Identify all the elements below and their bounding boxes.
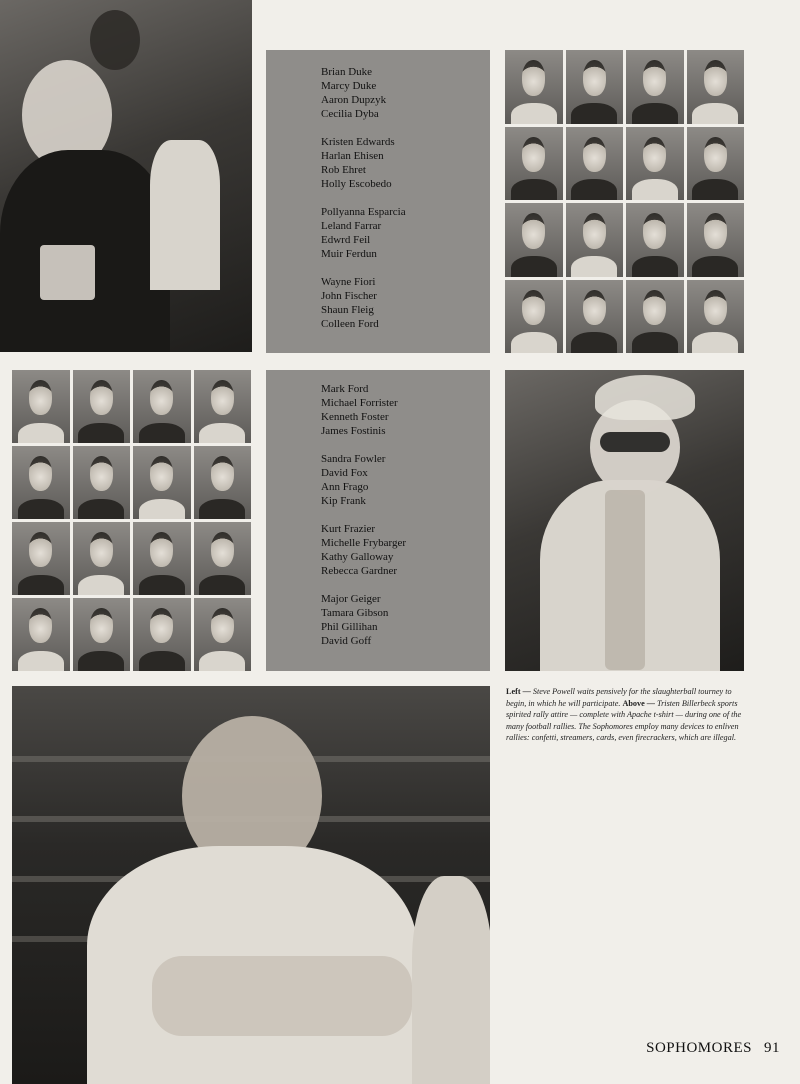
student-name: Muir Ferdun (321, 248, 377, 260)
student-name: Cecilia Dyba (321, 108, 379, 120)
student-portrait (133, 522, 191, 595)
student-portrait (566, 280, 624, 354)
portrait-grid-middle-left (12, 370, 251, 671)
student-name: David Goff (321, 635, 372, 647)
caption-above-label: Above — (622, 698, 655, 708)
student-portrait (566, 203, 624, 277)
photo-rally-attire (505, 370, 744, 671)
student-portrait (626, 203, 684, 277)
name-group (321, 452, 406, 508)
student-name: Sandra Fowler (321, 453, 386, 465)
student-portrait (194, 446, 252, 519)
student-portrait (194, 370, 252, 443)
student-portrait (12, 598, 70, 671)
photo-seated-student (12, 686, 490, 1084)
name-group (321, 275, 406, 331)
student-portrait (73, 522, 131, 595)
student-name: Rob Ehret (321, 164, 366, 176)
student-name: Major Geiger (321, 593, 381, 605)
student-name: Brian Duke (321, 66, 373, 78)
student-portrait (194, 522, 252, 595)
student-portrait (626, 280, 684, 354)
name-group (321, 522, 406, 578)
student-name: Marcy Duke (321, 80, 377, 92)
student-portrait (73, 370, 131, 443)
name-list-bottom (266, 370, 490, 671)
student-name: Harlan Ehisen (321, 150, 384, 162)
student-name: Kenneth Foster (321, 411, 389, 423)
student-portrait (133, 598, 191, 671)
student-name: Holly Escobedo (321, 178, 392, 190)
student-portrait (687, 50, 745, 124)
student-name: Kristen Edwards (321, 136, 395, 148)
student-portrait (73, 446, 131, 519)
student-name: Rebecca Gardner (321, 565, 398, 577)
student-portrait (12, 370, 70, 443)
student-name: Pollyanna Esparcia (321, 206, 406, 218)
student-portrait (626, 50, 684, 124)
page-number: 91 (764, 1040, 780, 1056)
student-portrait (194, 598, 252, 671)
name-group (321, 135, 406, 191)
student-portrait (505, 203, 563, 277)
page-footer (646, 1040, 780, 1057)
name-list-top (266, 50, 490, 353)
name-group (321, 382, 406, 438)
student-portrait (687, 280, 745, 354)
student-name: Kathy Galloway (321, 551, 394, 563)
student-portrait (687, 203, 745, 277)
student-portrait (687, 127, 745, 201)
portrait-grid-top-right (505, 50, 744, 353)
student-portrait (626, 127, 684, 201)
student-portrait (12, 446, 70, 519)
student-portrait (133, 446, 191, 519)
student-portrait (505, 50, 563, 124)
student-name: John Fischer (321, 290, 377, 302)
student-portrait (73, 598, 131, 671)
student-name: Colleen Ford (321, 318, 379, 330)
student-name: Edwrd Feil (321, 234, 371, 246)
student-name: Aaron Dupzyk (321, 94, 387, 106)
student-name: Tamara Gibson (321, 607, 389, 619)
student-name: Ann Frago (321, 481, 369, 493)
student-name: Leland Farrar (321, 220, 382, 232)
student-name: Kip Frank (321, 495, 366, 507)
student-name: Phil Gillihan (321, 621, 378, 633)
student-name: Kurt Frazier (321, 523, 376, 535)
student-portrait (12, 522, 70, 595)
student-name: Michelle Frybarger (321, 537, 407, 549)
name-group (321, 65, 406, 121)
student-portrait (566, 127, 624, 201)
student-name: Wayne Fiori (321, 276, 376, 288)
photo-caption (506, 686, 744, 744)
student-portrait (505, 127, 563, 201)
student-name: Mark Ford (321, 383, 369, 395)
caption-above-text: Tristen Billerbeck sports spirited rally attire — complete with Apache t-shirt — during one of the many football rallies. The Sophomores employ many devices to enliven rallies: confetti, streamers, cards, even firecrackers, which are illegal. (506, 698, 742, 742)
caption-left-text: Steve Powell waits pensively for the slaughterball tourney to begin, in which he will participate. (506, 687, 732, 708)
student-name: David Fox (321, 467, 368, 479)
section-title: SOPHOMORES (646, 1040, 752, 1056)
name-group (321, 205, 406, 261)
student-portrait (566, 50, 624, 124)
student-name: James Fostinis (321, 425, 386, 437)
name-group (321, 592, 406, 648)
student-portrait (505, 280, 563, 354)
student-name: Michael Forrister (321, 397, 398, 409)
caption-left-label: Left — (506, 687, 531, 696)
photo-cheerleader (0, 0, 252, 352)
student-name: Shaun Fleig (321, 304, 374, 316)
student-portrait (133, 370, 191, 443)
